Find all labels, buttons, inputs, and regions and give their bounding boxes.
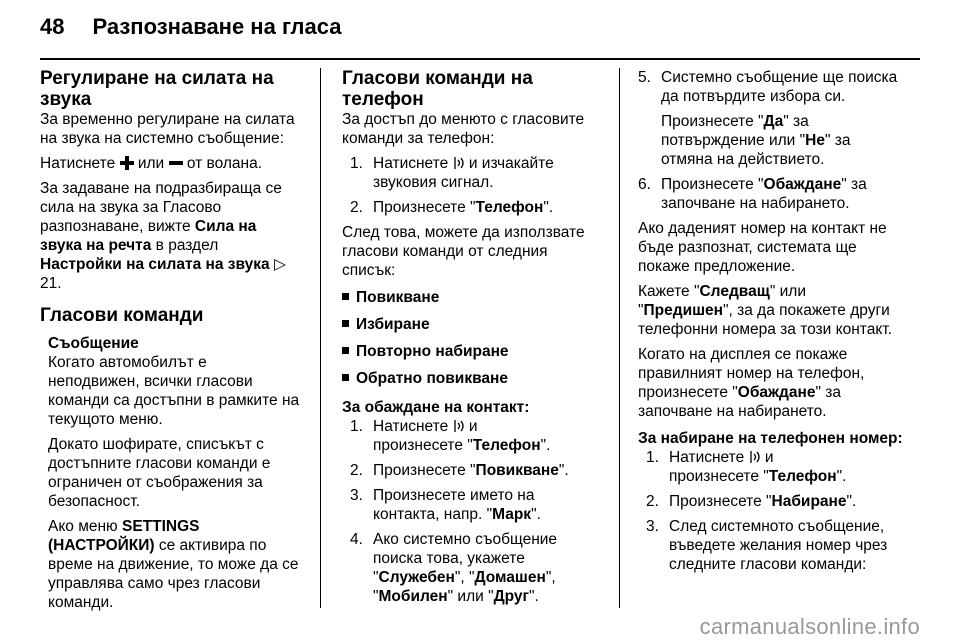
list-number: 2. — [350, 462, 363, 479]
paragraph — [48, 517, 302, 612]
text: от волана. — [186, 155, 263, 172]
text: Натиснете — [373, 418, 449, 435]
column-2 — [342, 68, 604, 612]
paragraph — [40, 154, 302, 173]
heading-call-contact: За обаждане на контакт: — [342, 399, 530, 416]
page-ref-icon: ▷ — [273, 256, 286, 273]
list-number: 3. — [350, 487, 363, 504]
text: и — [468, 418, 478, 435]
list-number: 2. — [646, 493, 659, 510]
text: Ако меню — [48, 518, 118, 535]
list-item: Избиране — [342, 315, 604, 334]
list-item — [638, 68, 904, 169]
heading-volume: Регулиране на силата на звука — [40, 68, 274, 110]
list-item — [350, 461, 604, 480]
text: в раздел — [155, 237, 219, 254]
bold-text: Телефон — [768, 468, 837, 485]
text: ". — [531, 506, 541, 523]
text: Произнесете " — [661, 113, 764, 130]
heading-commands: Гласови команди — [40, 305, 204, 326]
text: " или " — [638, 283, 806, 319]
header-rule — [40, 58, 920, 60]
list-item: Повикване — [342, 288, 604, 307]
bold-text: SETTINGS (НАСТРОЙКИ) — [48, 518, 200, 554]
text: произнесете " — [669, 468, 769, 485]
text: " за започване на набирането. — [661, 176, 867, 212]
text: Произнесете " — [373, 199, 476, 216]
text: ", " — [454, 569, 475, 586]
list-item — [638, 175, 904, 213]
bold-text: Обаждане — [737, 384, 816, 401]
paragraph: Когато автомобилът е неподвижен, всички гласови команди са достъпни в рамките на текущото меню. — [48, 354, 300, 428]
text: Когато на дисплея се покаже правилният номер на телефон, произнесете " — [638, 346, 865, 401]
text: ". — [543, 199, 554, 216]
voice-icon — [453, 156, 465, 170]
paragraph — [638, 345, 904, 421]
bold-text: Мобилен — [378, 588, 448, 605]
column-divider — [320, 68, 321, 608]
text: " или " — [447, 588, 494, 605]
bold-text: Обаждане — [763, 176, 842, 193]
bold-text: Предишен — [643, 302, 724, 319]
paragraph: За временно регулиране на силата на звука на системно съобщение: — [40, 111, 295, 147]
column-1 — [40, 68, 302, 618]
voice-icon — [453, 419, 465, 433]
text: ". — [540, 437, 551, 454]
list-number: 1. — [350, 155, 363, 172]
text: Ако системно съобщение поиска това, укажете " — [373, 531, 558, 586]
list-item — [646, 448, 904, 486]
list-number: 4. — [350, 531, 363, 548]
bold-text: Повикване — [475, 462, 559, 479]
plus-icon — [120, 156, 134, 170]
text: Натиснете — [669, 449, 745, 466]
bold-text: Телефон — [475, 199, 544, 216]
list-number: 6. — [638, 176, 651, 193]
list-item — [350, 198, 604, 217]
text: ". — [836, 468, 847, 485]
bold-text: Да — [763, 113, 784, 130]
list-number: 3. — [646, 518, 659, 535]
bold-text: Марк — [492, 506, 532, 523]
text: ", " — [373, 569, 556, 605]
text: Натиснете — [40, 155, 116, 172]
list-item — [350, 486, 604, 524]
heading-dial-number: За набиране на телефонен номер: — [638, 430, 903, 447]
text: След системното съобщение, въведете желания номер чрез следните гласови команди: — [669, 518, 888, 573]
list-number: 5. — [638, 69, 651, 86]
text: ". — [558, 462, 569, 479]
text: Кажете " — [638, 283, 700, 300]
page-number: 48 — [40, 14, 65, 39]
watermark: carmanualsonline.info — [699, 614, 920, 639]
text: " за потвърждение или " — [661, 113, 809, 149]
bold-text: Друг — [493, 588, 529, 605]
list-item: Повторно набиране — [342, 342, 604, 361]
list-item: Обратно повикване — [342, 369, 604, 388]
text: За задаване на подразбиращa се сила на звука за Гласово разпознаване, вижте — [40, 180, 282, 235]
text: Произнесете " — [669, 493, 772, 510]
column-3 — [638, 68, 904, 580]
paragraph: Ако даденият номер на контакт не бъде разпознат, системата ще покаже предложение. — [638, 220, 887, 275]
list-item — [350, 417, 604, 455]
text: Произнесете " — [373, 462, 476, 479]
list-number: 2. — [350, 199, 363, 216]
paragraph — [638, 282, 904, 339]
list-item — [350, 154, 604, 192]
heading-messages: Съобщение — [48, 335, 139, 352]
text: ". — [846, 493, 857, 510]
bold-text: Служебен — [378, 569, 455, 586]
bold-text: Набиране — [771, 493, 847, 510]
paragraph — [661, 112, 904, 169]
list-item — [646, 492, 904, 511]
paragraph: Докато шофирате, списъкът с достъпните гласови команди е ограничен от съображения за безопасност. — [48, 436, 271, 510]
text: Произнесете " — [661, 176, 764, 193]
text: ", за да покажете други телефонни номера за този контакт. — [638, 302, 892, 338]
text: " за започване на набирането. — [638, 384, 842, 420]
text: Натиснете — [373, 155, 449, 172]
text: ". — [529, 588, 539, 605]
bold-text: Настройки на силата на звука — [40, 256, 270, 273]
paragraph — [40, 179, 302, 293]
paragraph: Системно съобщение ще поиска да потвърдите избора си. — [661, 69, 898, 105]
list-number: 1. — [350, 418, 363, 435]
paragraph: След това, можете да използвате гласови команди от следния списък: — [342, 224, 585, 279]
paragraph: За достъп до менюто с гласовите команди за телефон: — [342, 111, 585, 147]
bold-text: Телефон — [472, 437, 541, 454]
list-item — [646, 517, 904, 574]
page-header — [40, 14, 342, 40]
text: Произнесете името на контакта, напр. " — [373, 487, 535, 523]
voice-icon — [749, 450, 761, 464]
page-title: Разпознаване на гласа — [92, 14, 342, 39]
text: или — [137, 155, 165, 172]
bold-text: Следващ — [699, 283, 770, 300]
text: и изчакайте звуковия сигнал. — [373, 155, 554, 191]
page-ref: 21. — [40, 275, 62, 292]
minus-icon — [169, 156, 183, 170]
bold-text: Не — [805, 132, 825, 149]
list-item — [350, 530, 604, 606]
heading-phone-commands: Гласови команди на телефон — [342, 68, 533, 110]
list-number: 1. — [646, 449, 659, 466]
text: и — [764, 449, 774, 466]
text: се активира по време на движение, то може да се управлява само чрез гласови команди. — [48, 537, 299, 611]
bold-text: Сила на звука на речта — [40, 218, 257, 254]
bold-text: Домашен — [474, 569, 546, 586]
text: " за отмяна на действието. — [661, 132, 851, 168]
text: произнесете " — [373, 437, 473, 454]
column-divider — [619, 68, 620, 608]
